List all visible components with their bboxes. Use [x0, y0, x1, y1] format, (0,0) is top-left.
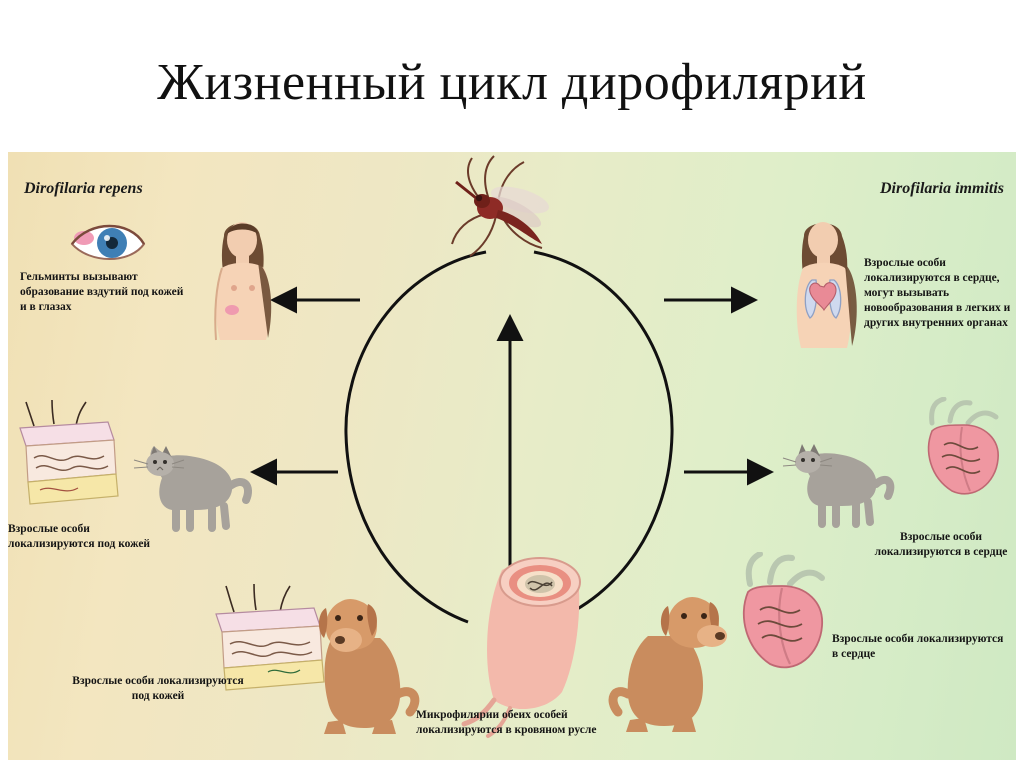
species-label-immitis: Dirofilaria immitis [879, 180, 1004, 197]
woman-left-figure [188, 214, 298, 354]
heart-top-right-figure [908, 397, 1013, 507]
species-label-repens: Dirofilaria repens [24, 180, 143, 197]
caption-blood-vessel: Микрофилярии обеих особей локализируются в кровяном русле [416, 709, 597, 736]
caption-eye-skin-human: Гельминты вызывают образование вздутий под кожей и в глазах [20, 271, 184, 313]
page-title: Жизненный цикл дирофилярий [157, 54, 867, 111]
cat-left-figure [126, 434, 256, 534]
dog-left-figure [280, 582, 430, 742]
caption-dog-right: Взрослые особи локализируются в сердце [832, 633, 1004, 660]
skin-section-left-figure [12, 400, 122, 510]
caption-cat-left: Взрослые особи локализируются под кожей [8, 523, 151, 550]
cat-right-figure [776, 434, 896, 529]
mosquito-figure [438, 152, 578, 272]
caption-cat-right: Взрослые особи локализируются в сердце [874, 531, 1008, 558]
caption-human-right: Взрослые особи локализируются в сердце, могут вызывать новообразования в легких и других внутренних органах [864, 257, 1011, 329]
human-eye-figure [68, 212, 148, 272]
lifecycle-diagram [8, 152, 1016, 760]
caption-dog-left: Взрослые особи локализируются под кожей [72, 675, 244, 702]
